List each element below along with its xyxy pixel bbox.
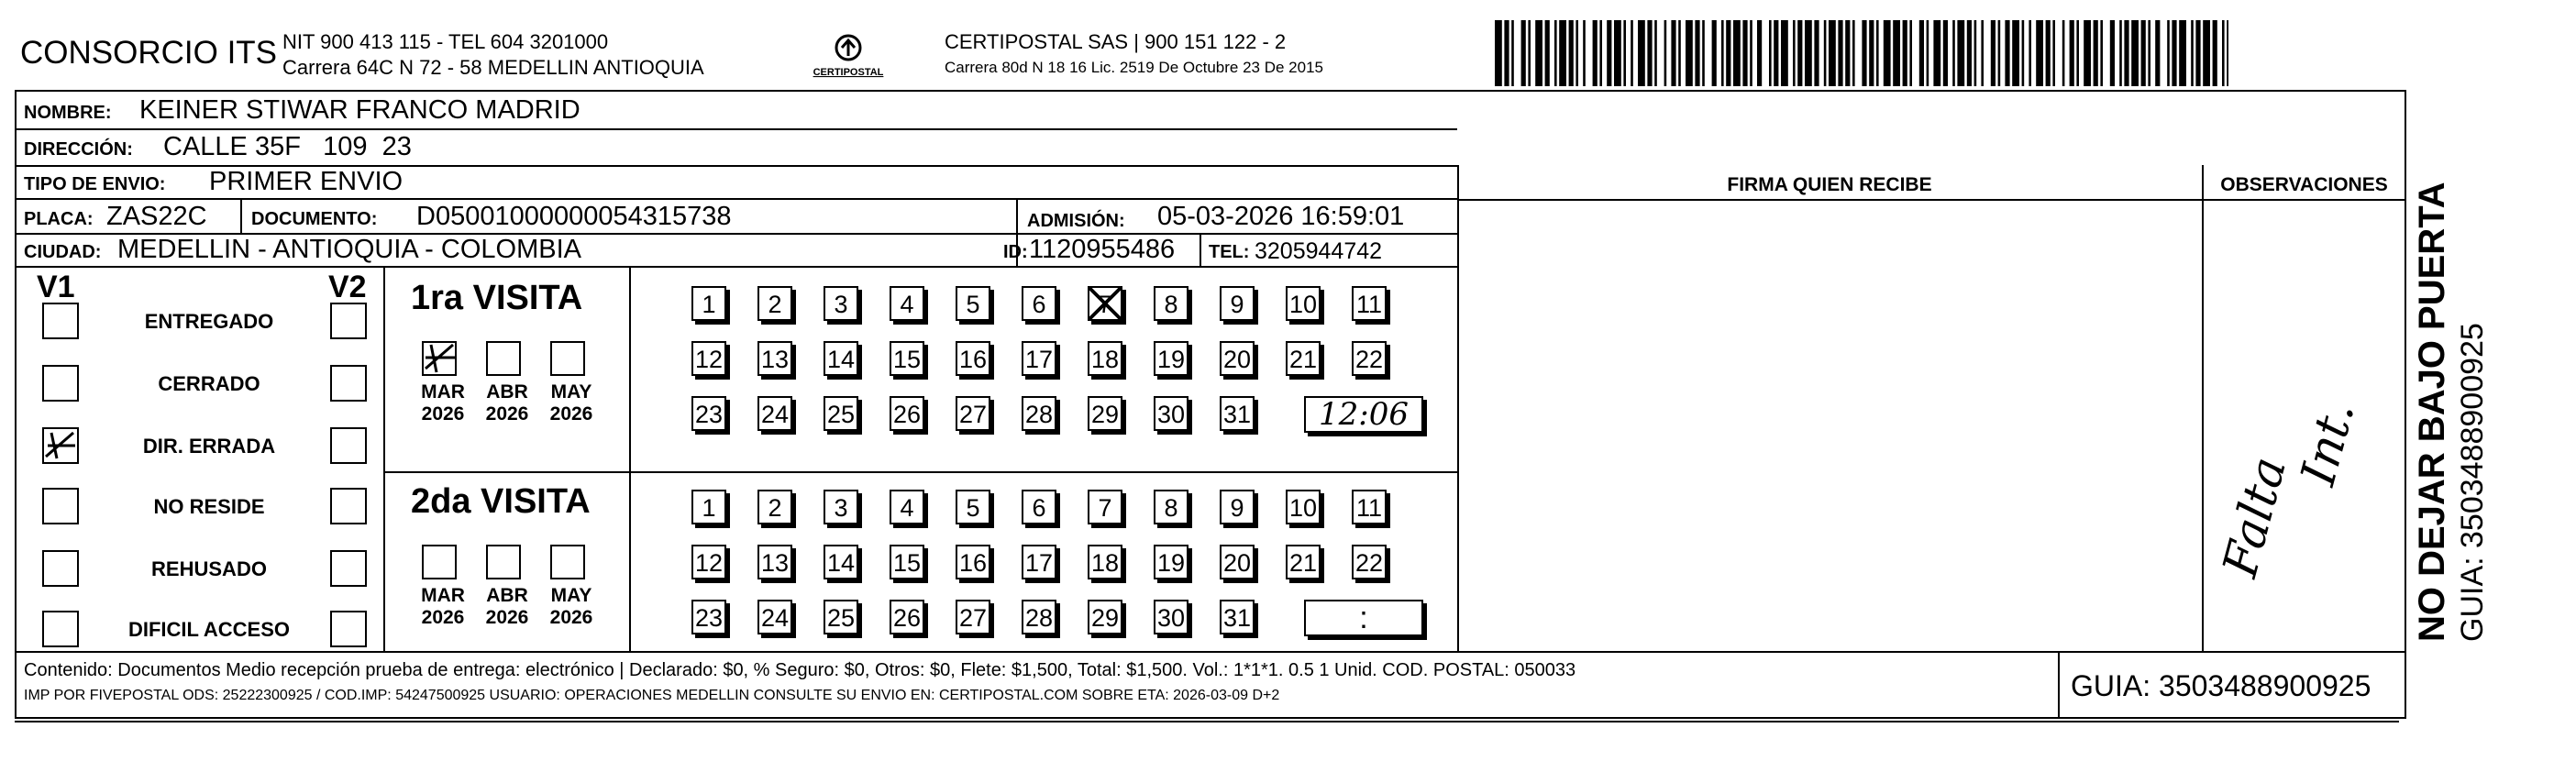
day-box[interactable]: 24 <box>757 600 792 634</box>
status-v2-header: V2 <box>328 270 367 304</box>
day-box[interactable]: 23 <box>691 396 726 431</box>
day-box[interactable]: 10 <box>1286 490 1321 524</box>
day-box[interactable]: 18 <box>1088 545 1122 579</box>
status-v2-checkbox[interactable] <box>330 365 367 402</box>
day-box[interactable]: 31 <box>1220 396 1255 431</box>
day-box[interactable]: 16 <box>956 341 990 376</box>
status-v2-checkbox[interactable] <box>330 550 367 587</box>
placa-value: ZAS22C <box>106 202 207 231</box>
tipo-row <box>17 167 1457 200</box>
company-name: CONSORCIO ITS <box>20 35 278 71</box>
certipostal-nit: CERTIPOSTAL SAS | 900 151 122 - 2 <box>945 30 1287 53</box>
status-label: DIR. ERRADA <box>142 435 276 458</box>
day-box[interactable]: 4 <box>890 286 924 321</box>
day-box[interactable]: 21 <box>1286 545 1321 579</box>
tel-label: TEL: <box>1209 242 1250 262</box>
observation-note-2: Int. <box>2291 395 2366 491</box>
visit-title: 2da VISITA <box>411 482 591 521</box>
nombre-value: KEINER STIWAR FRANCO MADRID <box>139 95 580 125</box>
day-box[interactable]: 6 <box>1022 286 1056 321</box>
day-box[interactable]: 11 <box>1352 490 1387 524</box>
visit-time-field[interactable]: : <box>1304 600 1423 636</box>
admision-label: ADMISIÓN: <box>1027 211 1125 231</box>
documento-label: DOCUMENTO: <box>251 209 378 229</box>
day-box[interactable]: 15 <box>890 341 924 376</box>
day-box[interactable]: 12 <box>691 545 726 579</box>
status-label: NO RESIDE <box>153 495 265 518</box>
month-name: MAR <box>421 585 465 606</box>
bottom-rule <box>15 721 2399 722</box>
month-label <box>541 381 602 425</box>
month-checkbox[interactable] <box>550 341 585 376</box>
signature-area[interactable] <box>1459 202 2200 649</box>
day-box[interactable]: 13 <box>757 341 792 376</box>
day-box[interactable]: 12 <box>691 341 726 376</box>
day-box[interactable]: 19 <box>1154 341 1188 376</box>
month-label <box>541 585 602 629</box>
side-guia: GUIA: 3503488900925 <box>2455 323 2490 642</box>
company-nit: NIT 900 413 115 - TEL 604 3201000 <box>282 30 609 53</box>
status-v1-checkbox[interactable] <box>42 365 79 402</box>
day-box[interactable]: 9 <box>1220 286 1255 321</box>
status-v1-checkbox[interactable] <box>42 611 79 647</box>
month-checkbox[interactable] <box>550 545 585 579</box>
day-box[interactable]: 6 <box>1022 490 1056 524</box>
day-box[interactable]: 22 <box>1352 341 1387 376</box>
day-box[interactable]: 28 <box>1022 600 1056 634</box>
day-box[interactable]: 15 <box>890 545 924 579</box>
day-box[interactable]: 5 <box>956 286 990 321</box>
placa-label: PLACA: <box>24 209 94 229</box>
month-label <box>477 381 537 425</box>
visit-time-field[interactable]: 12:06 <box>1304 396 1423 433</box>
day-box[interactable]: 3 <box>824 490 858 524</box>
no-dejar-bajo-puerta: NO DEJAR BAJO PUERTA <box>2412 182 2452 642</box>
tipo-label: TIPO DE ENVIO: <box>24 174 166 194</box>
day-box[interactable]: 26 <box>890 600 924 634</box>
month-checkbox[interactable] <box>486 545 521 579</box>
observaciones-header: OBSERVACIONES <box>2220 174 2388 195</box>
nombre-label: NOMBRE: <box>24 103 112 123</box>
status-v2-checkbox[interactable] <box>330 303 367 339</box>
placa-row <box>17 200 1457 235</box>
certipostal-info <box>945 29 1323 81</box>
day-box[interactable]: 5 <box>956 490 990 524</box>
day-box[interactable]: 19 <box>1154 545 1188 579</box>
status-v2-checkbox[interactable] <box>330 611 367 647</box>
day-box[interactable]: 1 <box>691 286 726 321</box>
day-box[interactable]: 24 <box>757 396 792 431</box>
footer-guia: GUIA: 3503488900925 <box>2071 669 2371 702</box>
day-box[interactable]: 7 <box>1088 490 1122 524</box>
day-box[interactable]: 29 <box>1088 396 1122 431</box>
status-v2-checkbox[interactable] <box>330 427 367 464</box>
day-box[interactable]: 14 <box>824 341 858 376</box>
month-year: 2026 <box>421 403 465 425</box>
month-name: MAY <box>550 381 592 403</box>
tel-value: 3205944742 <box>1255 238 1383 264</box>
direccion-label: DIRECCIÓN: <box>24 139 133 160</box>
month-year: 2026 <box>485 403 529 425</box>
status-label: DIFICIL ACCESO <box>127 618 290 641</box>
day-box[interactable]: 27 <box>956 396 990 431</box>
admision-value: 05-03-2026 16:59:01 <box>1157 202 1405 231</box>
footer-content: Contenido: Documentos Medio recepción prueba de entrega: electrónico | Declarado: $0, % Seguro: $0, Otros: $0, Flete: $1,500, Total: $1,500. Vol.: 1*1*1. 0.5 1 Unid. COD. POSTAL: 050033 <box>24 660 1576 680</box>
day-box[interactable]: 25 <box>824 396 858 431</box>
ciudad-label: CIUDAD: <box>24 242 102 262</box>
month-name: ABR <box>486 585 528 606</box>
id-value: 1120955486 <box>1029 235 1176 264</box>
day-box[interactable]: 14 <box>824 545 858 579</box>
month-label <box>477 585 537 629</box>
barcode <box>1495 20 2228 86</box>
month-checkbox[interactable] <box>486 341 521 376</box>
day-box[interactable]: 8 <box>1154 286 1188 321</box>
day-box[interactable]: 16 <box>956 545 990 579</box>
ciudad-value: MEDELLIN - ANTIOQUIA - COLOMBIA <box>117 235 581 264</box>
direccion-value: CALLE 35F 109 23 <box>163 132 412 161</box>
day-box[interactable]: 4 <box>890 490 924 524</box>
certipostal-logo-icon <box>807 31 890 86</box>
tipo-value: PRIMER ENVIO <box>209 167 404 196</box>
direccion-row <box>17 130 1457 167</box>
day-box[interactable]: 1 <box>691 490 726 524</box>
day-box[interactable]: 28 <box>1022 396 1056 431</box>
visit-title: 1ra VISITA <box>411 279 583 317</box>
day-box[interactable]: 2 <box>757 490 792 524</box>
status-label: ENTREGADO <box>144 310 274 333</box>
day-box[interactable]: 13 <box>757 545 792 579</box>
status-v2-checkbox[interactable] <box>330 488 367 524</box>
certipostal-license: Carrera 80d N 18 16 Lic. 2519 De Octubre 23 De 2015 <box>945 59 1323 76</box>
day-box[interactable]: 10 <box>1286 286 1321 321</box>
status-label: REHUSADO <box>151 557 267 580</box>
day-box[interactable]: 30 <box>1154 600 1188 634</box>
svg-text:CERTIPOSTAL: CERTIPOSTAL <box>813 67 884 78</box>
day-box[interactable]: 8 <box>1154 490 1188 524</box>
firma-header: FIRMA QUIEN RECIBE <box>1727 174 1932 195</box>
month-name: MAR <box>421 381 465 403</box>
day-box[interactable]: 23 <box>691 600 726 634</box>
day-box[interactable]: 25 <box>824 600 858 634</box>
day-box[interactable]: 29 <box>1088 600 1122 634</box>
day-box[interactable]: 17 <box>1022 545 1056 579</box>
side-notice <box>2410 92 2511 642</box>
status-v1-checkbox[interactable] <box>42 550 79 587</box>
status-v1-checkbox[interactable] <box>42 427 79 464</box>
status-label: CERRADO <box>158 372 260 395</box>
day-box[interactable]: 30 <box>1154 396 1188 431</box>
ciudad-row <box>17 235 1457 268</box>
footer-imp: IMP POR FIVEPOSTAL ODS: 25222300925 / COD.IMP: 54247500925 USUARIO: OPERACIONES MEDELLIN CONSULTE SU ENVIO EN: CERTIPOSTAL.COM SOBRE ETA: 2026-03-09 D+2 <box>24 688 1280 703</box>
day-box[interactable]: 11 <box>1352 286 1387 321</box>
month-checkbox[interactable] <box>422 545 457 579</box>
month-label <box>413 585 473 629</box>
delivery-form <box>15 90 2406 719</box>
month-year: 2026 <box>421 607 465 628</box>
day-box[interactable]: 31 <box>1220 600 1255 634</box>
day-box[interactable]: 9 <box>1220 490 1255 524</box>
nombre-row <box>17 92 1457 130</box>
day-box[interactable]: 21 <box>1286 341 1321 376</box>
day-box[interactable]: 27 <box>956 600 990 634</box>
id-label: ID: <box>1003 242 1028 262</box>
day-box[interactable]: 7 <box>1088 286 1122 321</box>
status-v1-header: V1 <box>37 270 75 304</box>
status-v1-checkbox[interactable] <box>42 488 79 524</box>
company-info <box>282 29 704 81</box>
documento-value: D05001000000054315738 <box>416 202 732 231</box>
month-label <box>413 381 473 425</box>
month-year: 2026 <box>549 607 593 628</box>
month-year: 2026 <box>485 607 529 628</box>
status-v1-checkbox[interactable] <box>42 303 79 339</box>
company-address: Carrera 64C N 72 - 58 MEDELLIN ANTIOQUIA <box>282 56 704 79</box>
day-box[interactable]: 17 <box>1022 341 1056 376</box>
observation-note-1: Falta <box>2213 451 2298 583</box>
day-box[interactable]: 22 <box>1352 545 1387 579</box>
day-box[interactable]: 20 <box>1220 341 1255 376</box>
day-box[interactable]: 26 <box>890 396 924 431</box>
day-box[interactable]: 20 <box>1220 545 1255 579</box>
month-year: 2026 <box>549 403 593 425</box>
month-checkbox[interactable] <box>422 341 457 376</box>
month-name: ABR <box>486 381 528 403</box>
day-box[interactable]: 2 <box>757 286 792 321</box>
day-box[interactable]: 18 <box>1088 341 1122 376</box>
month-name: MAY <box>550 585 592 606</box>
day-box[interactable]: 3 <box>824 286 858 321</box>
